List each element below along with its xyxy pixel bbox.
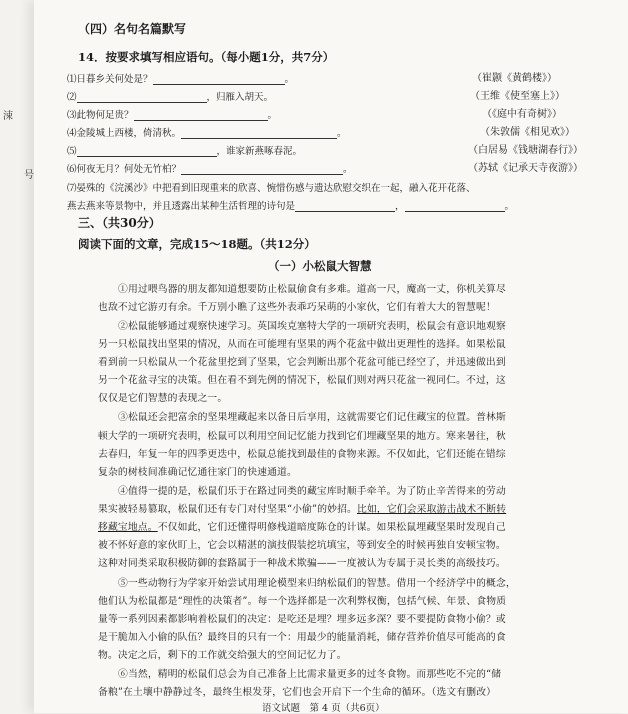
- item-6-source: （苏轼《记承天寺夜游》）: [468, 163, 583, 174]
- item-4-source: （朱敦儒《相见欢》）: [480, 127, 575, 138]
- item-7-line1: ⑺晏殊的《浣溪沙》中把看到旧现重来的欣喜、惋惜伤感与遗达欣慰交织在一起，融入花开花落、: [67, 183, 476, 194]
- answer-blank[interactable]: [77, 146, 217, 157]
- question-14: 14．按要求填写相应语句。（每小题1分，共7分）: [78, 50, 335, 64]
- answer-blank[interactable]: [134, 110, 268, 121]
- item-1-text: ⑴日暮乡关何处是？: [67, 74, 153, 85]
- page-footer: 语文试题 第 4 页（共6页）: [262, 703, 385, 714]
- answer-blank[interactable]: [153, 74, 285, 85]
- answer-blank[interactable]: [77, 92, 207, 103]
- article-title: （一）小松鼠大智慧: [268, 259, 372, 273]
- answer-blank[interactable]: [181, 164, 343, 175]
- item-2-source: （王维《使至塞上》）: [470, 91, 565, 102]
- item-1-source: （崔颢《黄鹤楼》）: [472, 73, 557, 84]
- section-heading-three: 三、（共30分）: [78, 216, 161, 230]
- margin-mark-1: 涑: [3, 111, 13, 122]
- answer-blank[interactable]: [181, 128, 337, 139]
- answer-blank[interactable]: [295, 201, 395, 212]
- margin-mark-2: 号: [24, 170, 34, 181]
- reading-instruction: 阅读下面的文章，完成15～18题。（共12分）: [78, 237, 316, 251]
- item-3-source: （《庭中有奇树》）: [482, 109, 562, 120]
- item-5-source: （白居易《钱塘湖春行》）: [468, 145, 583, 156]
- underlined-sentence: 比如，它们会采取游击战术不断转: [357, 504, 507, 515]
- section-heading-four: （四）名句名篇默写: [78, 22, 187, 36]
- answer-blank[interactable]: [405, 201, 505, 212]
